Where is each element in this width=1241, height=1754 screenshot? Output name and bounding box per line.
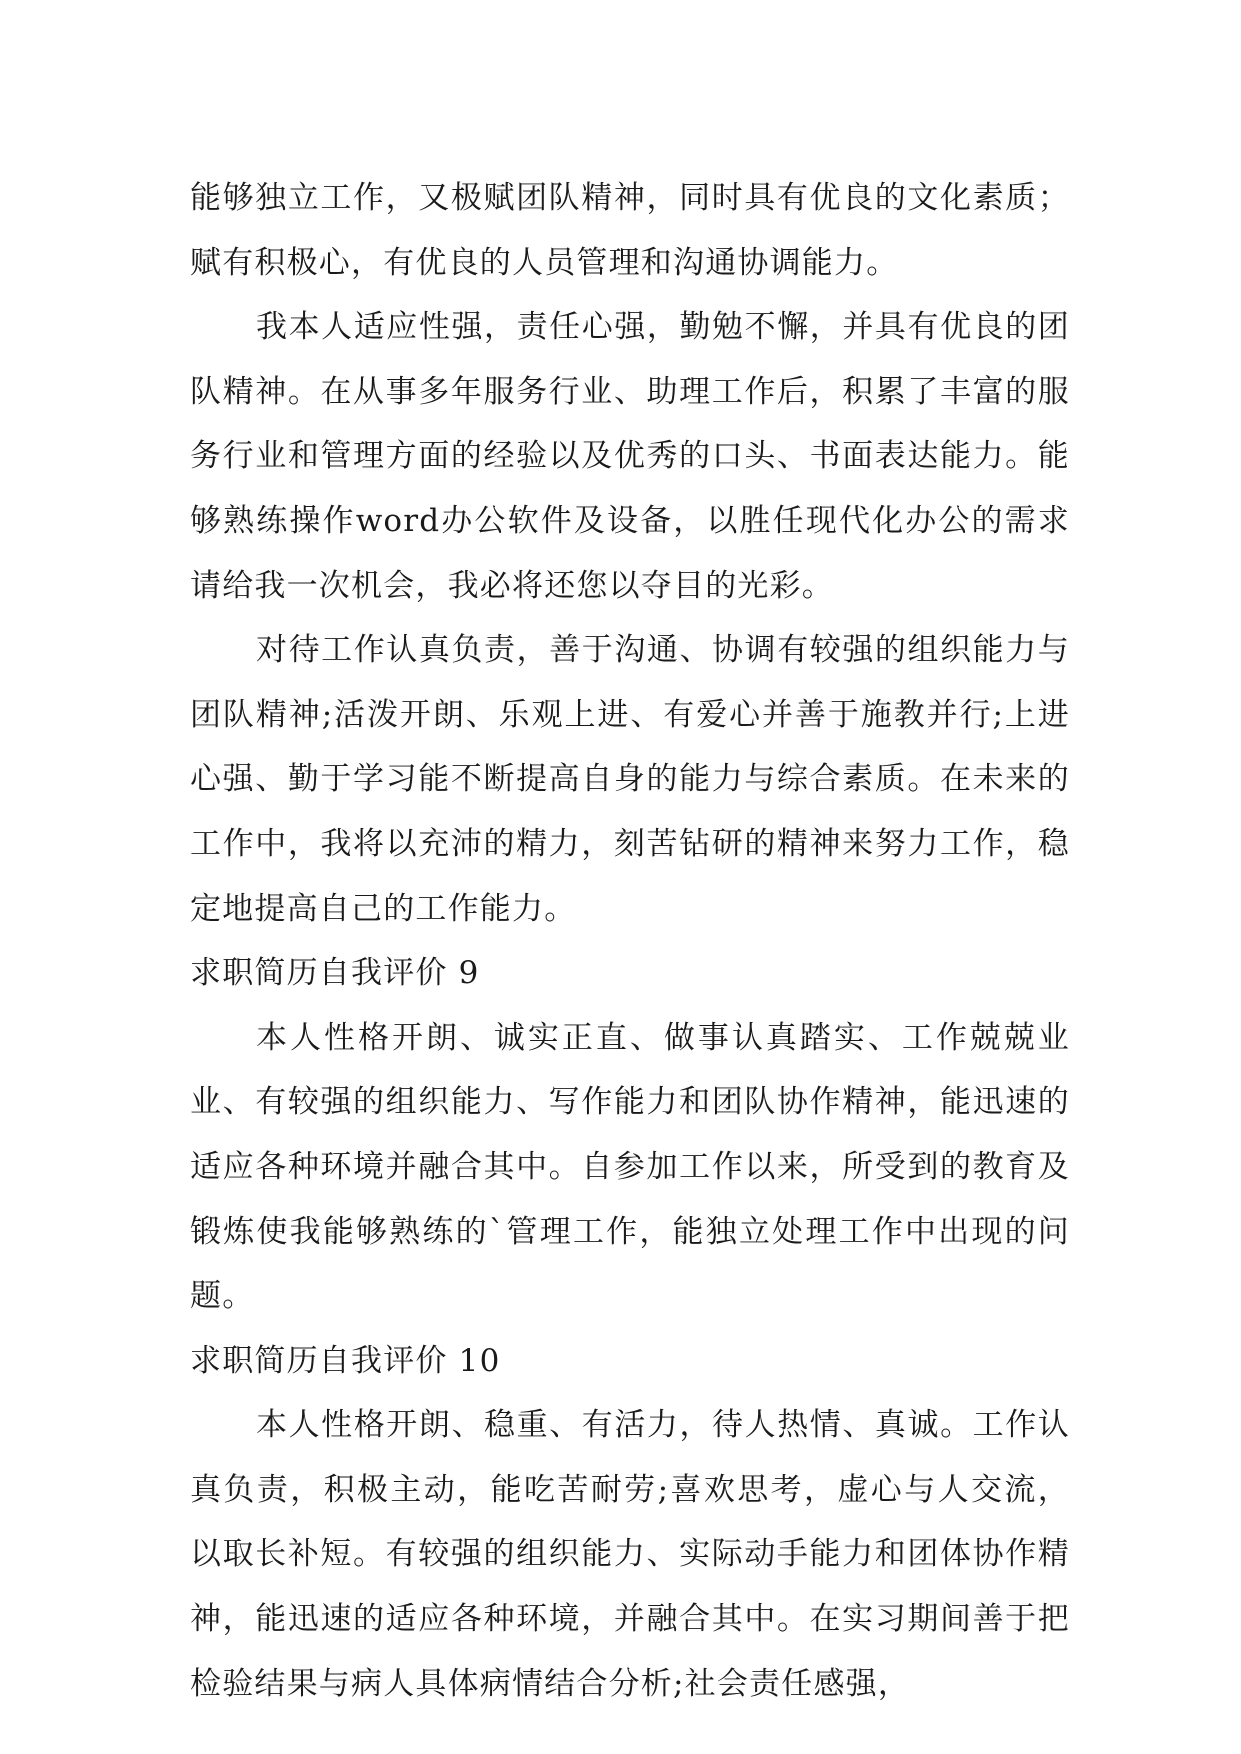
paragraph-3: 对待工作认真负责，善于沟通、协调有较强的组织能力与团队精神;活泼开朗、乐观上进、有爱心并善于施教并行;上进心强、勤于学习能不断提高自身的能力与综合素质。在未来的工作中，我将以充沛的精力，刻苦钻研的精神来努力工作，稳定地提高自己的工作能力。 — [190, 632, 1070, 927]
section-heading-10: 求职简历自我评价 10 — [190, 1342, 501, 1379]
document-body — [190, 166, 1070, 1716]
paragraph-4: 本人性格开朗、诚实正直、做事认真踏实、工作兢兢业业、有较强的组织能力、写作能力和团队协作精神，能迅速的适应各种环境并融合其中。自参加工作以来，所受到的教育及锻炼使我能够熟练的`管理工作，能独立处理工作中出现的问题。 — [190, 1019, 1070, 1315]
paragraph-1: 能够独立工作，又极赋团队精神，同时具有优良的文化素质；赋有积极心，有优良的人员管理和沟通协调能力。 — [190, 180, 1070, 281]
section-heading-9: 求职简历自我评价 9 — [190, 955, 480, 992]
paragraph-2: 我本人适应性强，责任心强，勤勉不懈，并具有优良的团队精神。在从事多年服务行业、助理工作后，积累了丰富的服务行业和管理方面的经验以及优秀的口头、书面表达能力。能够熟练操作word办公软件及设备，以胜任现代化办公的需求请给我一次机会，我必将还您以夺目的光彩。 — [190, 309, 1070, 604]
paragraph-5: 本人性格开朗、稳重、有活力，待人热情、真诚。工作认真负责，积极主动，能吃苦耐劳;喜欢思考，虚心与人交流，以取长补短。有较强的组织能力、实际动手能力和团体协作精神，能迅速的适应各种环境，并融合其中。在实习期间善于把检验结果与病人具体病情结合分析;社会责任感强， — [190, 1407, 1070, 1702]
